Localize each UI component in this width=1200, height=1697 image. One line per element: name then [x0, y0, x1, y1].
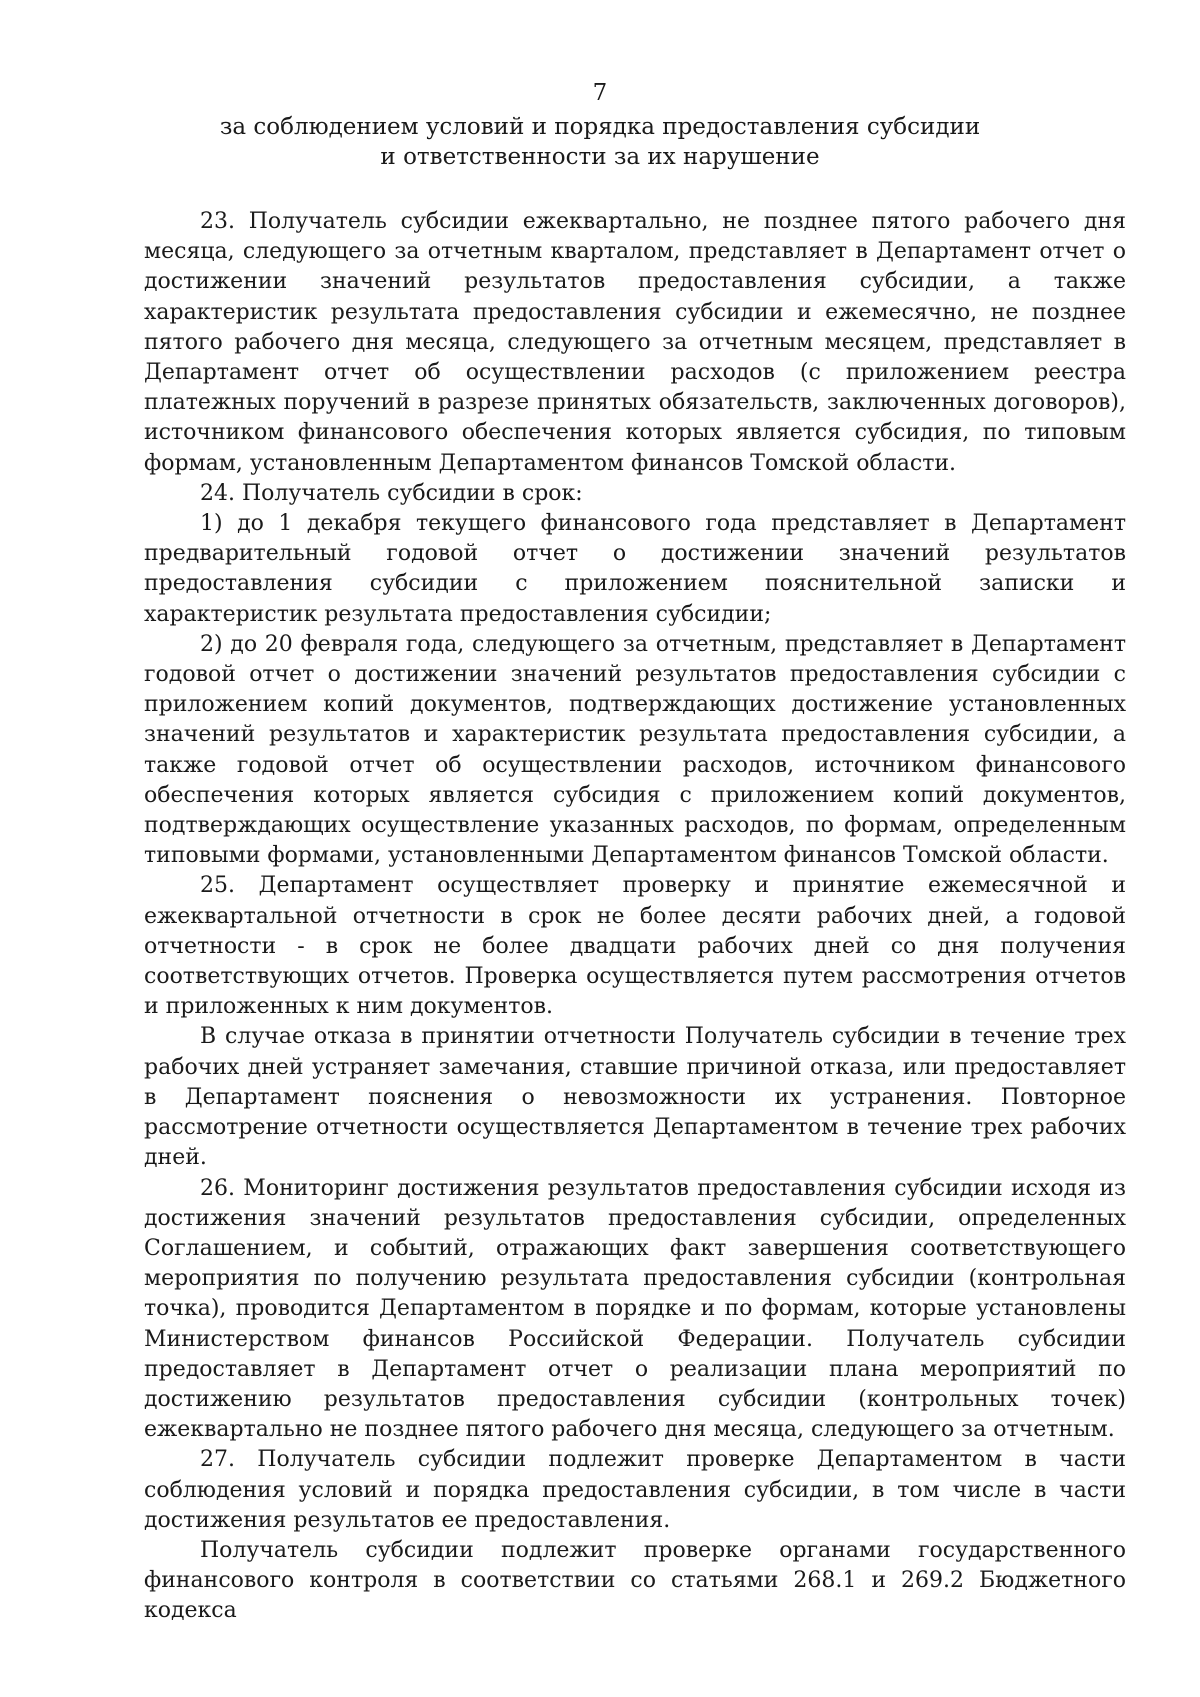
document-body [144, 207, 1126, 1627]
paragraph-24-item-1: 1) до 1 декабря текущего финансового года представляет в Департамент предварительный годовой отчет о достижении значений результатов предоставления субсидии с приложением пояснительной записки и характеристик результата предоставления субсидии; [144, 511, 1126, 627]
page-number: 7 [592, 80, 608, 106]
section-heading [140, 112, 1060, 172]
paragraph-25: 25. Департамент осуществляет проверку и принятие ежемесячной и ежеквартальной отчетности в срок не более десяти рабочих дней, а годовой отчетности - в срок не более двадцати рабочих дней со дня получения соответствующих отчетов. Проверка осуществляется путем рассмотрения отчетов и приложенных к ним документов. [144, 873, 1126, 1020]
heading-line-1: за соблюдением условий и порядка предоставления субсидии [219, 114, 981, 140]
paragraph-24-item-2: 2) до 20 февраля года, следующего за отчетным, представляет в Департамент годовой отчет о достижении значений результатов предоставления субсидии с приложением копий документов, подтверждающих достижение установленных значений результатов и характеристик результата предоставления субсидии, а также годовой отчет об осуществлении расходов, источником финансового обеспечения которых является субсидия с приложением копий документов, подтверждающих осуществление указанных расходов, по формам, определенным типовыми формами, установленными Департаментом финансов Томской области. [144, 631, 1126, 869]
paragraph-25-continuation: В случае отказа в принятии отчетности Получатель субсидии в течение трех рабочих дней устраняет замечания, ставшие причиной отказа, или предоставляет в Департамент пояснения о невозможности их устранения. Повторное рассмотрение отчетности осуществляется Департаментом в течение трех рабочих дней. [144, 1024, 1126, 1171]
heading-line-2: и ответственности за их нарушение [380, 144, 820, 170]
paragraph-24: 24. Получатель субсидии в срок: [200, 480, 583, 506]
paragraph-26: 26. Мониторинг достижения результатов предоставления субсидии исходя из достижения значений результатов предоставления субсидии, определенных Соглашением, и событий, отражающих факт завершения соответствующего мероприятия по получению результата предоставления субсидии (контрольная точка), проводится Департаментом в порядке и по формам, которые установлены Министерством финансов Российской Федерации. Получатель субсидии предоставляет в Департамент отчет о реализации плана мероприятий по достижению результатов предоставления субсидии (контрольных точек) ежеквартально не позднее пятого рабочего дня месяца, следующего за отчетным. [144, 1175, 1126, 1443]
paragraph-27-continuation: Получатель субсидии подлежит проверке органами государственного финансового контроля в соответствии со статьями 268.1 и 269.2 Бюджетного кодекса [144, 1537, 1126, 1624]
paragraph-27: 27. Получатель субсидии подлежит проверке Департаментом в части соблюдения условий и порядка предоставления субсидии, в том числе в части достижения результатов ее предоставления. [144, 1447, 1126, 1533]
paragraph-23: 23. Получатель субсидии ежеквартально, не позднее пятого рабочего дня месяца, следующего за отчетным кварталом, представляет в Департамент отчет о достижении значений результатов предоставления субсидии, а также характеристик результата предоставления субсидии и ежемесячно, не позднее пятого рабочего дня месяца, следующего за отчетным месяцем, представляет в Департамент отчет об осуществлении расходов (с приложением реестра платежных поручений в разрезе принятых обязательств, заключенных договоров), источником финансового обеспечения которых является субсидия, по типовым формам, установленным Департаментом финансов Томской области. [144, 209, 1126, 476]
